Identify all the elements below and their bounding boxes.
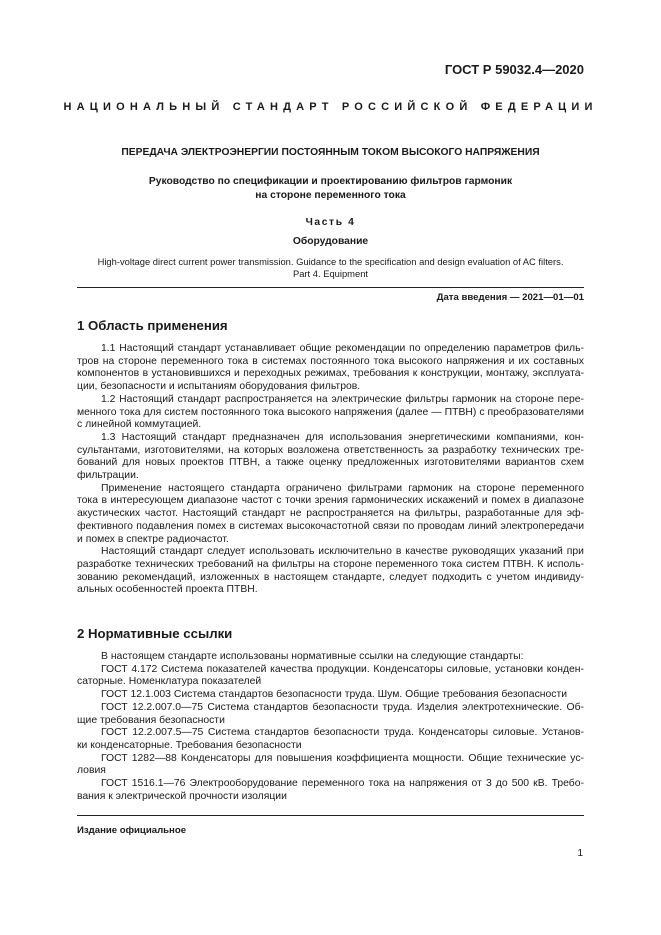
text-line: ловия	[77, 765, 106, 777]
text-line: ГОСТ 1282—88 Конденсаторы для повышения коэффициента мощности. Общие технические ус-	[101, 752, 584, 764]
divider	[77, 815, 584, 816]
document-title: ПЕРЕДАЧА ЭЛЕКТРОЭНЕРГИИ ПОСТОЯННЫМ ТОКОМ ВЫСОКОГО НАПРЯЖЕНИЯ	[121, 147, 540, 158]
english-title-line: High-voltage direct current power transmission. Guidance to the specification and design evaluation of AC filters.	[97, 256, 564, 267]
english-title-line: Part 4. Equipment	[292, 268, 369, 279]
section-body	[77, 651, 584, 803]
page-number: 1	[577, 848, 583, 859]
text-line: бований для новых проектов ПТВН, а также оценку предложенных изготовителями вариантов схем	[77, 457, 584, 469]
subtitle-line: на стороне переменного тока	[255, 190, 406, 201]
divider	[77, 287, 584, 288]
subtitle-line: Руководство по спецификации и проектированию фильтров гармоник	[148, 176, 513, 187]
text-line: ГОСТ 12.1.003 Система стандартов безопасности труда. Шум. Общие требования безопасности	[101, 689, 568, 701]
text-line: разработке технических требований на фильтры на стороне переменного тока систем ПТВН. К исполь-	[77, 558, 584, 570]
standard-code: ГОСТ Р 59032.4—2020	[444, 62, 584, 77]
section-heading: 2 Нормативные ссылки	[77, 626, 233, 641]
text-line: сультантами, изготовителями, на которых возложена ответственность за разработку технических тре-	[77, 444, 584, 456]
official-edition-label: Издание официальное	[77, 825, 187, 836]
text-line: компонентов в установившихся и переходных режимах, требования к конструкции, монтажу, эксплуата-	[77, 368, 584, 380]
text-line: Настоящий стандарт следует использовать исключительно в качестве руководящих указаний при	[101, 546, 584, 558]
text-line: ГОСТ 4.172 Система показателей качества продукции. Конденсаторы силовые, установки конден-	[101, 663, 584, 675]
text-line: ции, безопасности и испытаниям оборудования фильтров.	[77, 381, 361, 393]
national-standard-title: НАЦИОНАЛЬНЫЙ СТАНДАРТ РОССИЙСКОЙ ФЕДЕРАЦИИ	[63, 101, 598, 113]
text-line: фильтрации.	[77, 470, 139, 482]
text-line: 1.1 Настоящий стандарт устанавливает общие рекомендации по определению параметров филь-	[101, 343, 584, 354]
text-line: акустических частот. Настоящий стандарт не распространяется на фильтры, разработанные для эф-	[77, 508, 584, 520]
text-line: ГОСТ 12.2.007.0—75 Система стандартов безопасности труда. Изделия электротехнические. Об-	[101, 701, 584, 713]
text-line: В настоящем стандарте использованы нормативные ссылки на следующие стандарты:	[101, 651, 524, 662]
text-line: альных особенностей проекта ПТВН.	[77, 584, 258, 596]
text-line: тров на стороне переменного тока в системах постоянного тока высокого напряжения и их составных	[77, 355, 584, 367]
section-heading: 1 Область применения	[77, 318, 228, 333]
section-body	[77, 343, 584, 597]
text-line: и помех в спектре радиочастот.	[77, 533, 229, 545]
text-line: зованию рекомендаций, изложенных в настоящем стандарте, следует подходить с учетом индивиду-	[77, 571, 584, 583]
text-line: ки конденсаторные. Требования безопасности	[77, 739, 302, 751]
text-line: саторные. Номенклатура показателей	[77, 676, 262, 688]
text-line: тока в интересующем диапазоне частот с точки зрения гармонических искажений и помех в диапазоне	[77, 495, 584, 507]
text-line: ГОСТ 1516.1—76 Электрооборудование переменного тока на напряжения от 3 до 500 кВ. Требо-	[101, 778, 584, 790]
part-number: Часть 4	[305, 217, 356, 228]
text-line: 1.2 Настоящий стандарт распространяется на электрические фильтры гармоник на стороне пере-	[101, 393, 584, 405]
text-line: щие требования безопасности	[77, 714, 225, 726]
text-line: ГОСТ 12.2.007.5—75 Система стандартов безопасности труда. Конденсаторы силовые. Установ-	[101, 727, 584, 739]
text-line: фективного подавления помех в системах высокочастотной связи по проводам линий электропередачи	[77, 520, 584, 532]
document-subtitle	[60, 175, 601, 203]
text-line: 1.3 Настоящий стандарт предназначен для использования энергетическими компаниями, кон-	[101, 431, 584, 443]
text-line: менного тока для систем постоянного тока высокого напряжения (далее — ПТВН) с преобразователями	[77, 406, 584, 418]
text-line: вания к электрической прочности изоляции	[77, 790, 287, 802]
english-title	[40, 256, 621, 280]
introduction-date: Дата введения — 2021—01—01	[436, 292, 584, 303]
text-line: с линейной коммутацией.	[77, 419, 202, 431]
part-title: Оборудование	[292, 236, 369, 247]
text-line: Применение настоящего стандарта ограничено фильтрами гармоник на стороне переменного	[101, 482, 584, 494]
